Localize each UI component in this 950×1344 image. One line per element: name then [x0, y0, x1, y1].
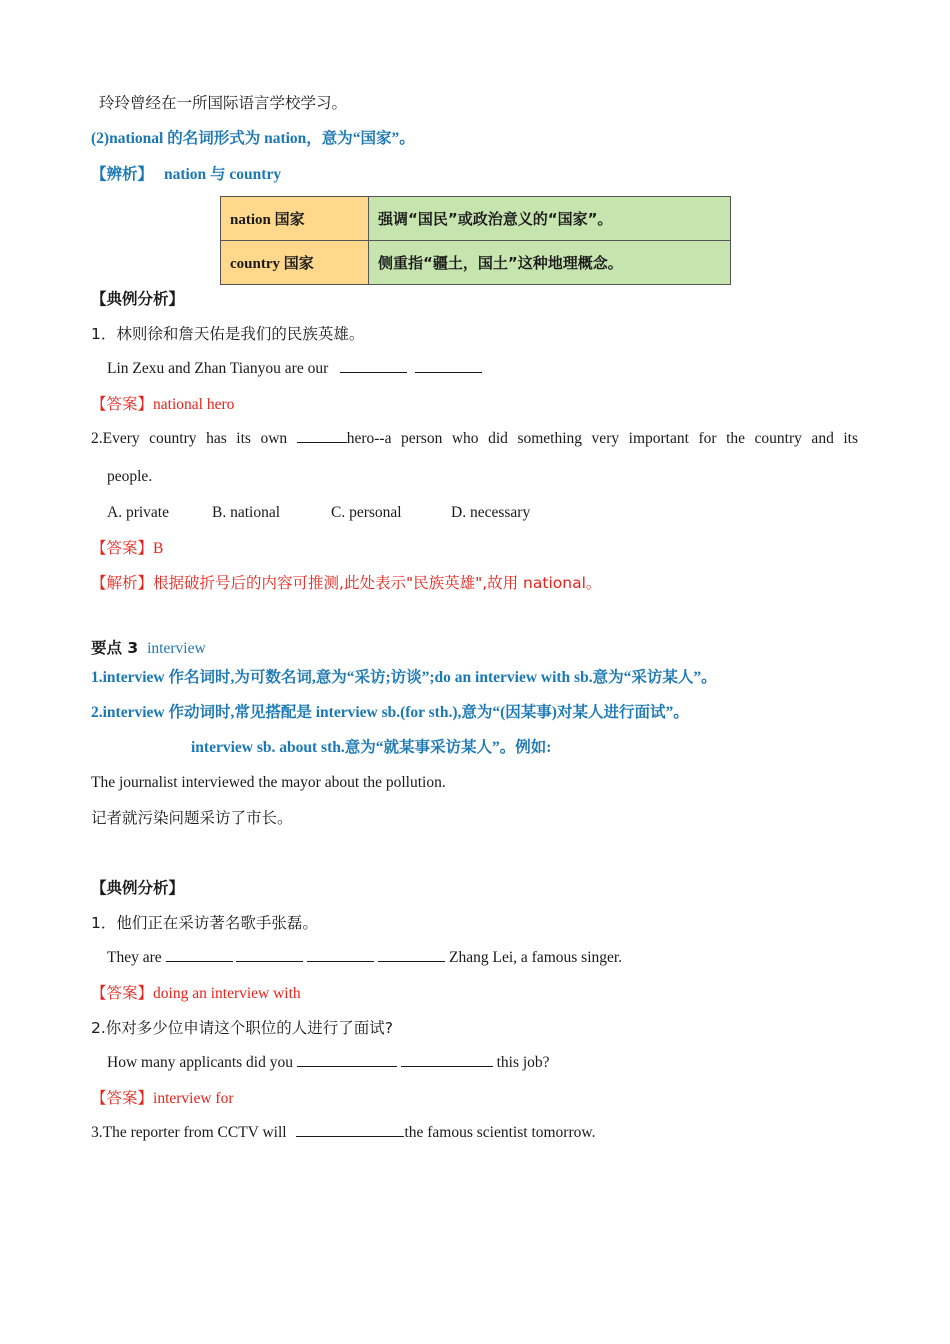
answer-tag: 【答案】: [91, 539, 154, 557]
analysis-tag: 【解析】: [91, 574, 154, 592]
s2-q2-end: this job?: [496, 1054, 550, 1071]
answer-blank[interactable]: [415, 358, 482, 373]
s2-q2-answer: [91, 1087, 234, 1110]
answer-text: national hero: [153, 396, 235, 413]
table-row: [221, 241, 731, 285]
s1-q2-analysis: [91, 572, 601, 594]
example-zh: 记者就污染问题采访了市长。: [91, 809, 293, 827]
answer-blank[interactable]: [166, 947, 233, 962]
s2-q1-zh: 1．他们正在采访著名歌手张磊。: [91, 914, 318, 932]
top-sentence: 玲玲曾经在一所国际语言学校学习。: [99, 94, 348, 112]
s1-q1-answer: [91, 393, 234, 416]
answer-blank[interactable]: [340, 358, 407, 373]
option-b[interactable]: B. national: [212, 504, 281, 521]
s1-q2-start: 2.Every country has its own: [91, 430, 288, 447]
option-a[interactable]: A. private: [107, 504, 169, 521]
option-d[interactable]: D. necessary: [451, 504, 531, 521]
s1-q2-line2: people.: [107, 468, 153, 485]
section2-heading: 【典例分析】: [91, 879, 185, 897]
answer-blank[interactable]: [307, 947, 374, 962]
s2-q3-start: 3.The reporter from CCTV will: [91, 1124, 287, 1141]
s1-q1-en: [107, 358, 482, 380]
analysis-text: 根据破折号后的内容可推测,此处表示"民族英雄",故用 national。: [153, 574, 602, 592]
bianxi-title: nation 与 country: [163, 166, 282, 183]
national-note: (2)national 的名词形式为 nation，意为“国家”。: [91, 130, 415, 147]
answer-text: B: [153, 540, 164, 557]
table-desc: 侧重指“疆土，国土”这种地理概念。: [369, 241, 731, 285]
s2-q1-end: Zhang Lei, a famous singer.: [449, 949, 623, 966]
answer-blank[interactable]: [236, 947, 303, 962]
compare-table: [220, 196, 731, 285]
s2-q2-start: How many applicants did you: [107, 1054, 293, 1071]
s2-q2-en: [107, 1052, 550, 1074]
answer-blank[interactable]: [296, 1122, 404, 1137]
answer-tag: 【答案】: [91, 1089, 154, 1107]
table-desc: 强调“国民”或政治意义的“国家”。: [369, 197, 731, 241]
point3-word: interview: [147, 640, 206, 657]
s2-q3-end: the famous scientist tomorrow.: [404, 1124, 596, 1141]
point3-rule1: 1.interview 作名词时,为可数名词,意为“采访;访谈”;do an interview with sb.意为“采访某人”。: [91, 669, 717, 686]
table-term: country 国家: [221, 241, 369, 285]
s1-q2-end: hero--a person who did something very important for the country and its: [346, 430, 859, 447]
bianxi-tag: 【辨析】: [91, 165, 154, 183]
answer-blank[interactable]: [297, 428, 347, 443]
point3-heading: [91, 637, 206, 660]
s1-q2-line1: [91, 428, 858, 450]
table-row: [221, 197, 731, 241]
answer-tag: 【答案】: [91, 395, 154, 413]
bianxi-heading: [91, 163, 281, 186]
s1-q2-answer: [91, 537, 163, 560]
answer-blank[interactable]: [378, 947, 445, 962]
answer-text: interview for: [153, 1090, 234, 1107]
point3-label: 要点 3: [91, 639, 139, 657]
option-c[interactable]: C. personal: [331, 504, 402, 521]
answer-tag: 【答案】: [91, 984, 154, 1002]
section1-heading: 【典例分析】: [91, 290, 185, 308]
example-en: The journalist interviewed the mayor about the pollution.: [91, 774, 446, 791]
answer-text: doing an interview with: [153, 985, 301, 1002]
s1-q1-zh: 1．林则徐和詹天佑是我们的民族英雄。: [91, 325, 365, 343]
s2-q2-zh: 2.你对多少位申请这个职位的人进行了面试?: [91, 1019, 394, 1037]
s2-q1-start: They are: [107, 949, 162, 966]
s1-q1-en-text: Lin Zexu and Zhan Tianyou are our: [107, 360, 329, 377]
s2-q1-en: [107, 947, 622, 969]
s2-q3: [91, 1122, 595, 1144]
answer-blank[interactable]: [401, 1052, 493, 1067]
table-term: nation 国家: [221, 197, 369, 241]
answer-blank[interactable]: [297, 1052, 397, 1067]
s2-q1-answer: [91, 982, 301, 1005]
point3-rule3: interview sb. about sth.意为“就某事采访某人”。例如:: [191, 739, 552, 756]
point3-rule2: 2.interview 作动词时,常见搭配是 interview sb.(for sth.),意为“(因某事)对某人进行面试”。: [91, 704, 689, 721]
